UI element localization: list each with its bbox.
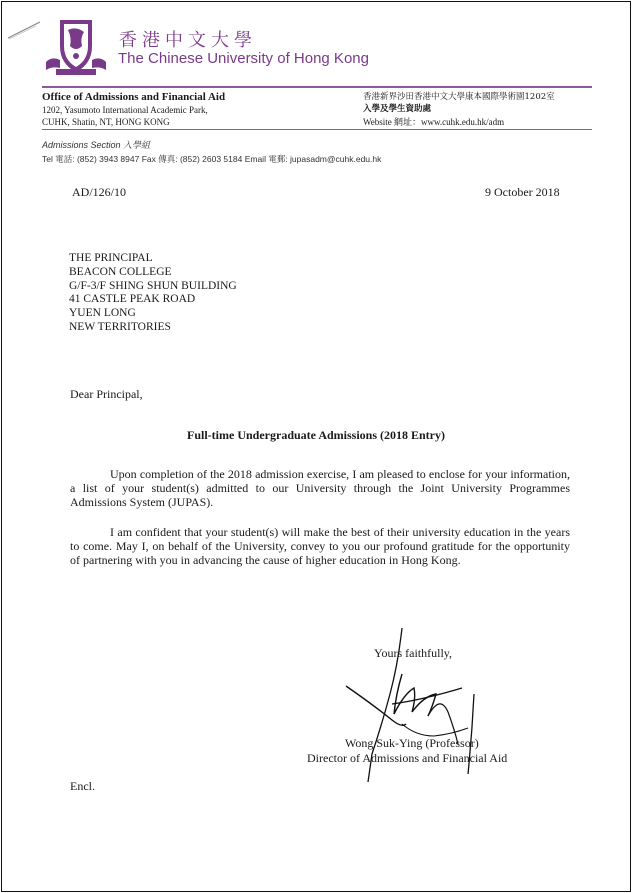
recipient-line: NEW TERRITORIES <box>69 320 171 333</box>
admissions-section: Admissions Section 入學組 <box>42 140 151 150</box>
letter-page <box>1 1 631 892</box>
recipient-line: YUEN LONG <box>69 307 136 320</box>
website: Website 網址：www.cuhk.edu.hk/adm <box>363 117 505 127</box>
recipient-line: 41 CASTLE PEAK ROAD <box>69 293 196 306</box>
reference-number: AD/126/10 <box>72 185 126 199</box>
header-rule-lower <box>42 129 592 130</box>
closing: Yours faithfully, <box>374 646 453 660</box>
address-line-1: 1202, Yasumoto International Academic Park, <box>42 105 208 115</box>
recipient-line: THE PRINCIPAL <box>69 252 153 264</box>
subject-line: Full-time Undergraduate Admissions (2018 Entry) <box>187 428 445 442</box>
paragraph-1: Upon completion of the 2018 admission exercise, I am pleased to enclose for your information, a list of your student(s) admitted to our University through the Joint University Programmes Admissions System (JUPAS). <box>70 467 570 510</box>
header-rule <box>42 86 592 88</box>
office-title: Office of Admissions and Financial Aid <box>42 91 226 103</box>
address-chinese-line-2: 入學及學生資助處 <box>363 104 432 114</box>
pencil-mark <box>6 18 44 42</box>
paragraph-2: I am confident that your student(s) will make the best of their university education in the years to come. May I, on behalf of the University, convey to you our profound gratitude for the opportunity of partnering with you in advancing the cause of higher education in Hong Kong. <box>70 525 570 568</box>
recipient-line: BEACON COLLEGE <box>69 265 172 278</box>
enclosure: Encl. <box>70 779 95 793</box>
recipient-line: G/F-3/F SHING SHUN BUILDING <box>69 279 237 292</box>
signatory-name: Wong Suk-Ying (Professor) <box>345 736 479 750</box>
university-name-chinese: 香港中文大學 <box>119 30 257 51</box>
university-name-english: The Chinese University of Hong Kong <box>118 50 369 67</box>
contact-line: Tel 電話: (852) 3943 8947 Fax 傳真: (852) 2603 5184 Email 電郵: jupasadm@cuhk.edu.hk <box>42 154 382 164</box>
recipient-address <box>69 252 237 335</box>
signatory-title: Director of Admissions and Financial Aid <box>307 751 508 765</box>
university-crest-logo <box>42 16 110 76</box>
address-chinese-line-1: 香港新界沙田香港中文大學康本國際學術園1202室 <box>363 92 555 102</box>
letter-date: 9 October 2018 <box>485 185 560 199</box>
salutation: Dear Principal, <box>70 387 143 401</box>
address-line-2: CUHK, Shatin, NT, HONG KONG <box>42 117 170 127</box>
